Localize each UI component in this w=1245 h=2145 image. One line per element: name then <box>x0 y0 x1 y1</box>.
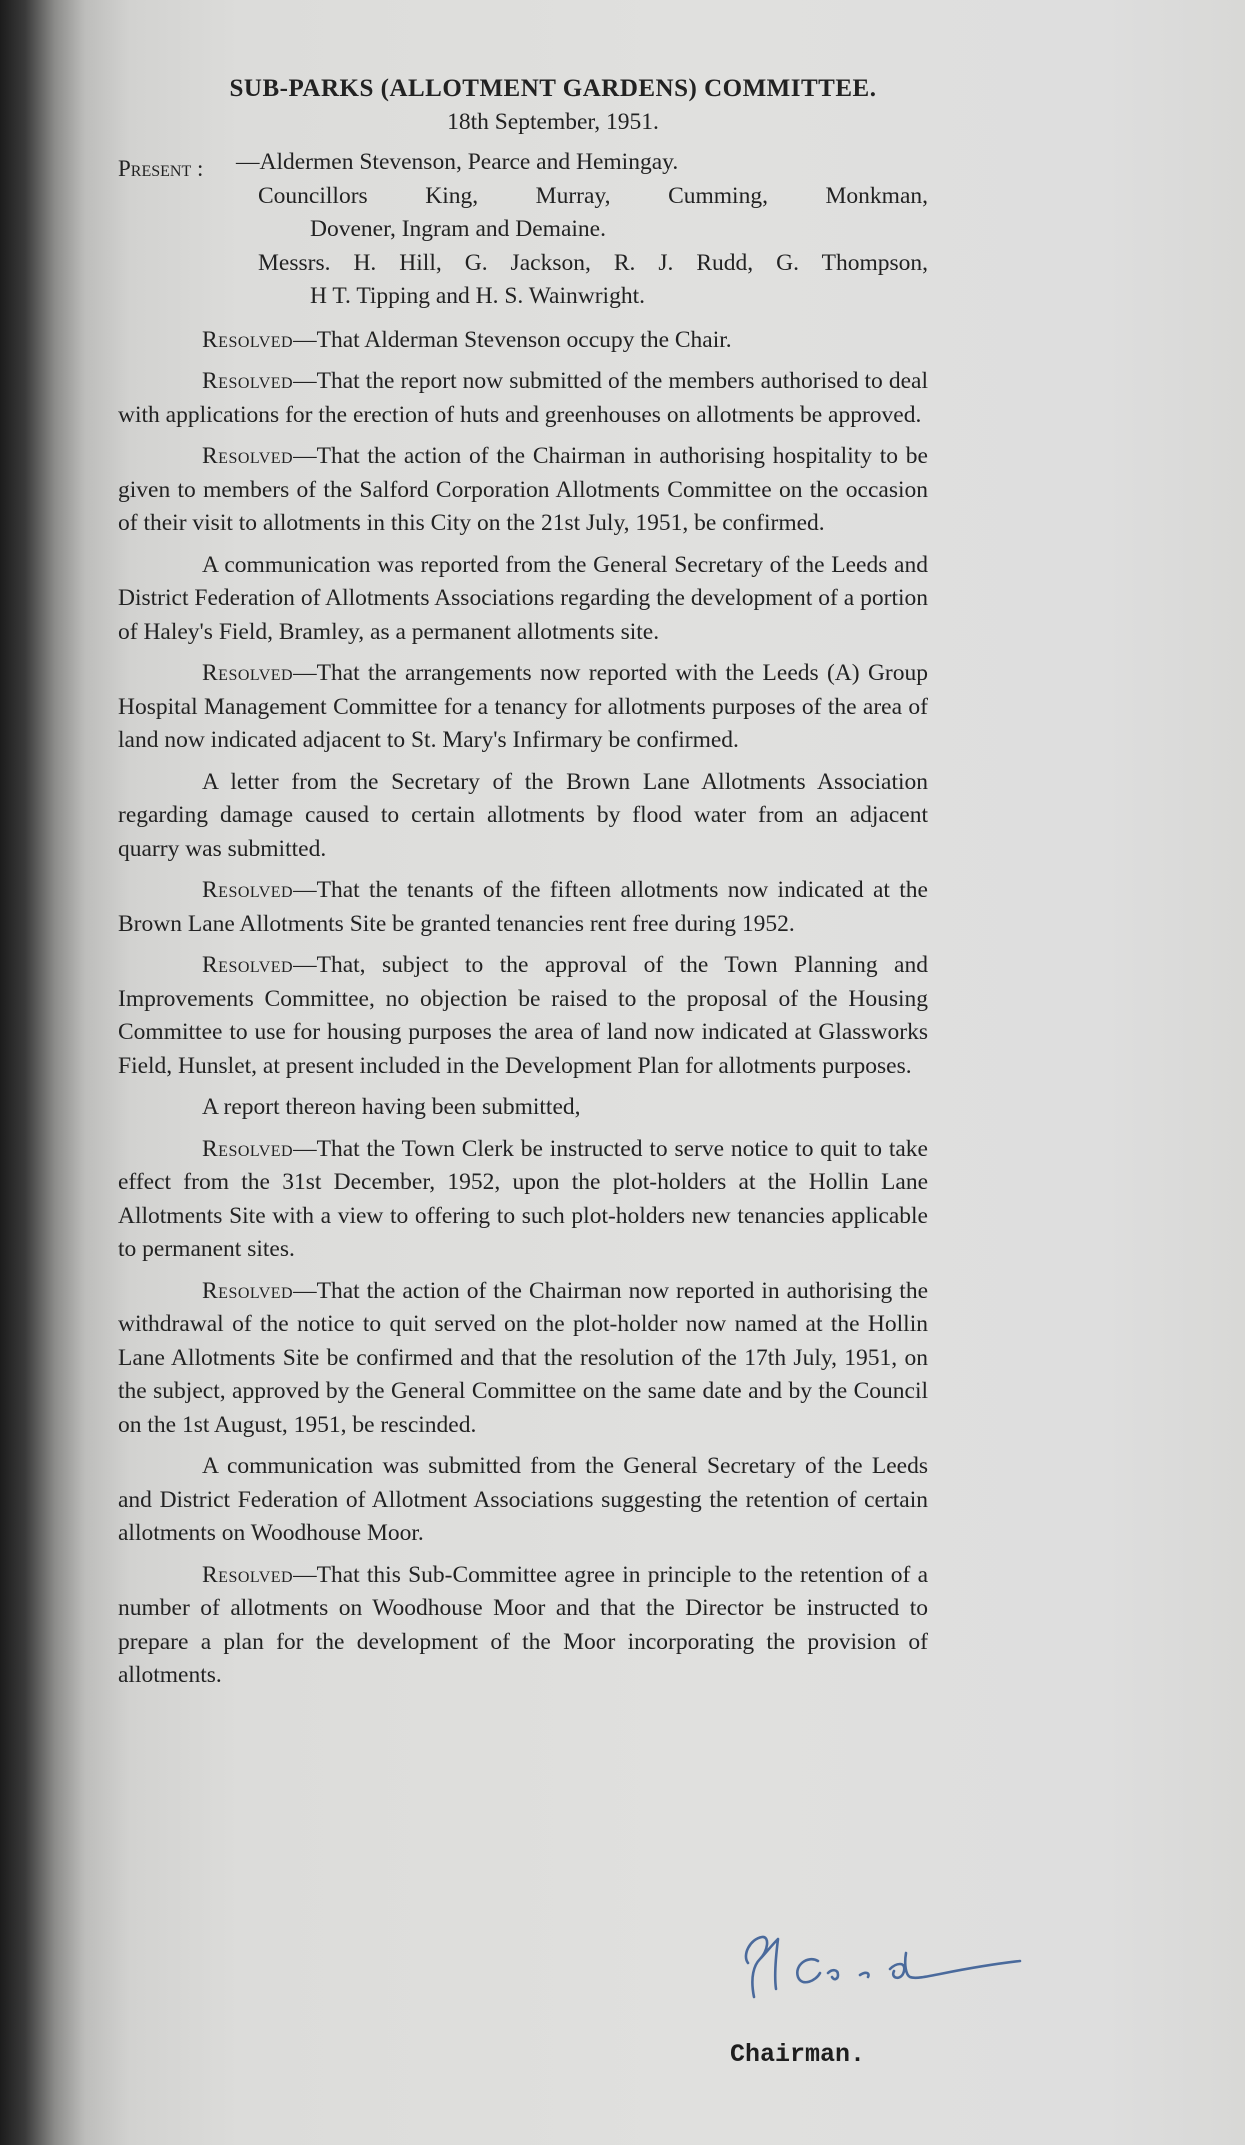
paragraph-text: —That this Sub-Committee agree in principle to the retention of a number of allotments on Woodhouse Moor and that the Director be instructed to prepare a plan for the development of the Moor incorporating the provision of allotments. <box>118 1561 928 1688</box>
paragraph-text: —That the tenants of the fifteen allotments now indicated at the Brown Lane Allotments Site be granted tenancies rent free during 1952. <box>118 877 928 937</box>
paragraph-text: —That the arrangements now reported with the Leeds (A) Group Hospital Management Committee for a tenancy for allotments purposes of the area of land now indicated adjacent to St. Mary's Infirmary be confirmed. <box>118 660 928 753</box>
paragraph-text: —That, subject to the approval of the Town Planning and Improvements Committee, no objection be raised to the proposal of the Housing Committee to use for housing purposes the area of land now indicated at Glassworks Field, Hunslet, at present included in the Development Plan for allotments purposes. <box>118 952 928 1079</box>
resolution-paragraph <box>118 874 928 941</box>
meeting-date: 18th September, 1951. <box>447 109 659 135</box>
paragraph-text: —That the action of the Chairman in authorising hospitality to be given to members of the Salford Corporation Allotments Committee on the occasion of their visit to allotments in this City on the 21st July, 1951, be confirmed. <box>118 443 928 536</box>
present-label: Present : <box>118 156 204 181</box>
minutes-body <box>118 72 928 1701</box>
resolution-paragraph <box>118 365 928 432</box>
attendee-line: H T. Tipping and H. S. Wainwright. <box>310 283 645 309</box>
paragraph-text: —That the Town Clerk be instructed to serve notice to quit to take effect from the 31st December, 1952, upon the plot-holders at the Hollin Lane Allotments Site with a view to offering to such plot-holders new tenancies applicable to permanent sites. <box>118 1135 928 1262</box>
resolution-paragraph <box>118 440 928 541</box>
attendee-line: Messrs. H. Hill, G. Jackson, R. J. Rudd, G. Thompson, <box>258 249 928 276</box>
attendance-list <box>118 146 928 314</box>
resolved-label: Resolved <box>202 368 294 394</box>
resolution-paragraph <box>118 657 928 758</box>
attendee-line: —Aldermen Stevenson, Pearce and Hemingay. <box>236 149 679 175</box>
paragraph-text: —That the action of the Chairman now reported in authorising the withdrawal of the notice to quit served on the plot-holder now named at the Hollin Lane Allotments Site be confirmed and that the resolution of the 17th July, 1951, on the subject, approved by the General Committee on the same date and by the Council on the 1st August, 1951, be rescinded. <box>118 1277 928 1438</box>
resolved-label: Resolved <box>202 952 294 978</box>
paragraph-text: A letter from the Secretary of the Brown Lane Allotments Association regarding damage caused to certain allotments by flood water from an adjacent quarry was submitted. <box>118 768 928 862</box>
minute-paragraph <box>118 1450 928 1551</box>
minutes-paragraphs <box>118 324 928 1693</box>
resolution-paragraph <box>118 1275 928 1443</box>
resolved-label: Resolved <box>202 660 294 686</box>
document-title: SUB-PARKS (ALLOTMENT GARDENS) COMMITTEE. <box>229 75 877 102</box>
paragraph-text: —That the report now submitted of the members authorised to deal with applications for the erection of huts and greenhouses on allotments be approved. <box>118 368 928 428</box>
minute-paragraph <box>118 549 928 650</box>
attendee-line: Councillors King, Murray, Cumming, Monkman, <box>258 182 928 209</box>
chairman-signature <box>720 1925 1040 2020</box>
resolution-paragraph <box>118 1133 928 1267</box>
paragraph-text: A report thereon having been submitted, <box>202 1094 581 1120</box>
resolution-paragraph <box>118 1559 928 1693</box>
resolved-label: Resolved <box>202 326 294 353</box>
attendee-lines <box>118 146 928 314</box>
attendee-line: Dovener, Ingram and Demaine. <box>310 216 606 242</box>
resolved-label: Resolved <box>202 443 294 469</box>
paragraph-text: A communication was reported from the General Secretary of the Leeds and District Federation of Allotments Associations regarding the development of a portion of Haley's Field, Bramley, as a permanent allotments site. <box>118 551 928 645</box>
chairman-signoff: Chairman. <box>730 2040 866 2069</box>
paragraph-text: —That Alderman Stevenson occupy the Chair. <box>293 326 732 353</box>
minute-paragraph <box>118 766 928 867</box>
resolved-label: Resolved <box>202 1561 294 1588</box>
minute-paragraph <box>118 1091 928 1125</box>
resolved-label: Resolved <box>202 877 294 903</box>
resolved-label: Resolved <box>202 1277 294 1304</box>
resolved-label: Resolved <box>202 1135 294 1162</box>
resolution-paragraph <box>118 324 928 358</box>
resolution-paragraph <box>118 949 928 1083</box>
paragraph-text: A communication was submitted from the General Secretary of the Leeds and District Federation of Allotment Associations suggesting the retention of certain allotments on Woodhouse Moor. <box>118 1453 928 1546</box>
